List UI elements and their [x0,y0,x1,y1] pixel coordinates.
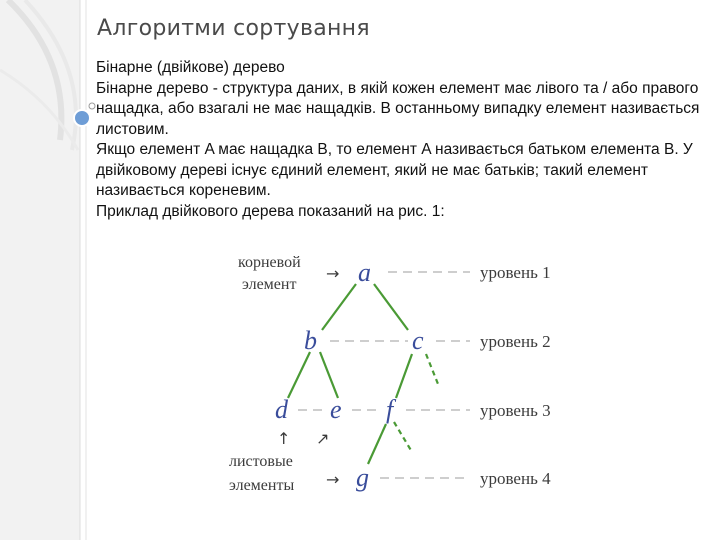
leaf-note-line2: элементы [229,477,295,494]
root-note-line1: корневой [238,254,301,271]
root-arrow-icon: → [326,264,340,283]
node-d: d [275,395,288,424]
edge-a-b [322,284,356,330]
definition-rest: - структура даних, в якій кожен елемент має лівого та / або правого нащадка, або взагалі не має нащадків. В останньому випадку елемент називається листовим. [96,79,700,138]
level-label-4: уровень 4 [480,469,551,488]
level-label-2: уровень 2 [480,332,551,351]
leaf-diag-arrow-icon: ↗ [316,429,330,448]
level-label-1: уровень 1 [480,263,551,282]
edge-c-missing [426,354,438,384]
level-label-3: уровень 3 [480,401,551,420]
edge-f-g [368,424,386,464]
node-e: e [330,395,342,424]
edge-a-c [374,284,408,330]
node-a: a [358,258,371,287]
leaf-note-line1: листовые [229,453,293,470]
leaf-arrow-icon: → [326,470,340,489]
root-note-line2: элемент [242,276,297,293]
edge-c-f [396,354,412,398]
missing-edges [394,354,438,452]
parent-paragraph: Якщо елемент A має нащадка B, то елемент A називається батьком елемента B. У двійковому дереві існує єдиний елемент, який не має батьків; такий елемент називається кореневим. [96,141,693,199]
node-c: c [412,326,424,355]
edge-b-e [320,352,338,398]
tree-edges [288,284,412,464]
slide-title: Алгоритми сортування [97,16,370,41]
edge-f-missing [394,422,412,452]
example-paragraph: Приклад двійкового дерева показаний на рис. 1: [96,202,445,220]
node-b: b [304,326,317,355]
text-heading: Бінарне (двійкове) дерево [96,59,285,76]
leaf-up-arrow-icon: ↑ [277,429,291,448]
node-f: f [386,395,394,424]
edge-b-d [288,352,310,398]
node-g: g [356,463,369,492]
definition-term: Бінарне дерево [96,79,209,97]
